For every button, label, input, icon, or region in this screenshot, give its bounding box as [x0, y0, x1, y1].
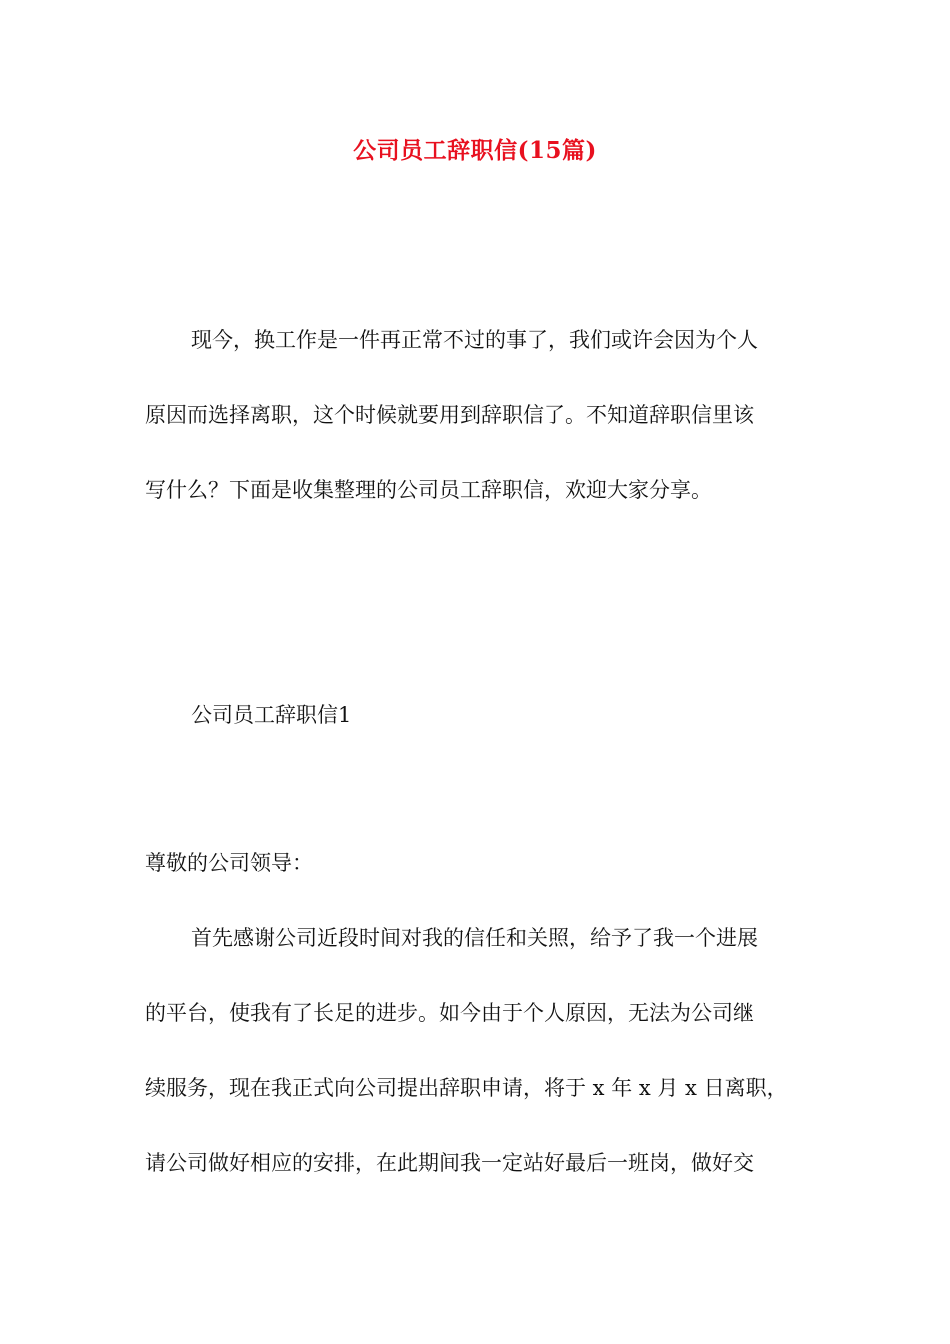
body-line-3: 续服务，现在我正式向公司提出辞职申请，将于 x 年 x 月 x 日离职，: [145, 1076, 788, 1100]
body-line-4: 请公司做好相应的安排，在此期间我一定站好最后一班岗，做好交: [145, 1151, 754, 1175]
body-line-1: 首先感谢公司近段时间对我的信任和关照，给予了我一个进展: [191, 926, 758, 950]
section-heading: 公司员工辞职信1: [191, 703, 352, 727]
salutation: 尊敬的公司领导：: [145, 851, 313, 875]
intro-line-1: 现今，换工作是一件再正常不过的事了，我们或许会因为个人: [191, 328, 758, 352]
intro-line-3: 写什么？下面是收集整理的公司员工辞职信，欢迎大家分享。: [145, 478, 712, 502]
body-line-2: 的平台，使我有了长足的进步。如今由于个人原因，无法为公司继: [145, 1001, 754, 1025]
document-title: 公司员工辞职信(15篇): [353, 137, 597, 164]
intro-line-2: 原因而选择离职，这个时候就要用到辞职信了。不知道辞职信里该: [145, 403, 754, 427]
